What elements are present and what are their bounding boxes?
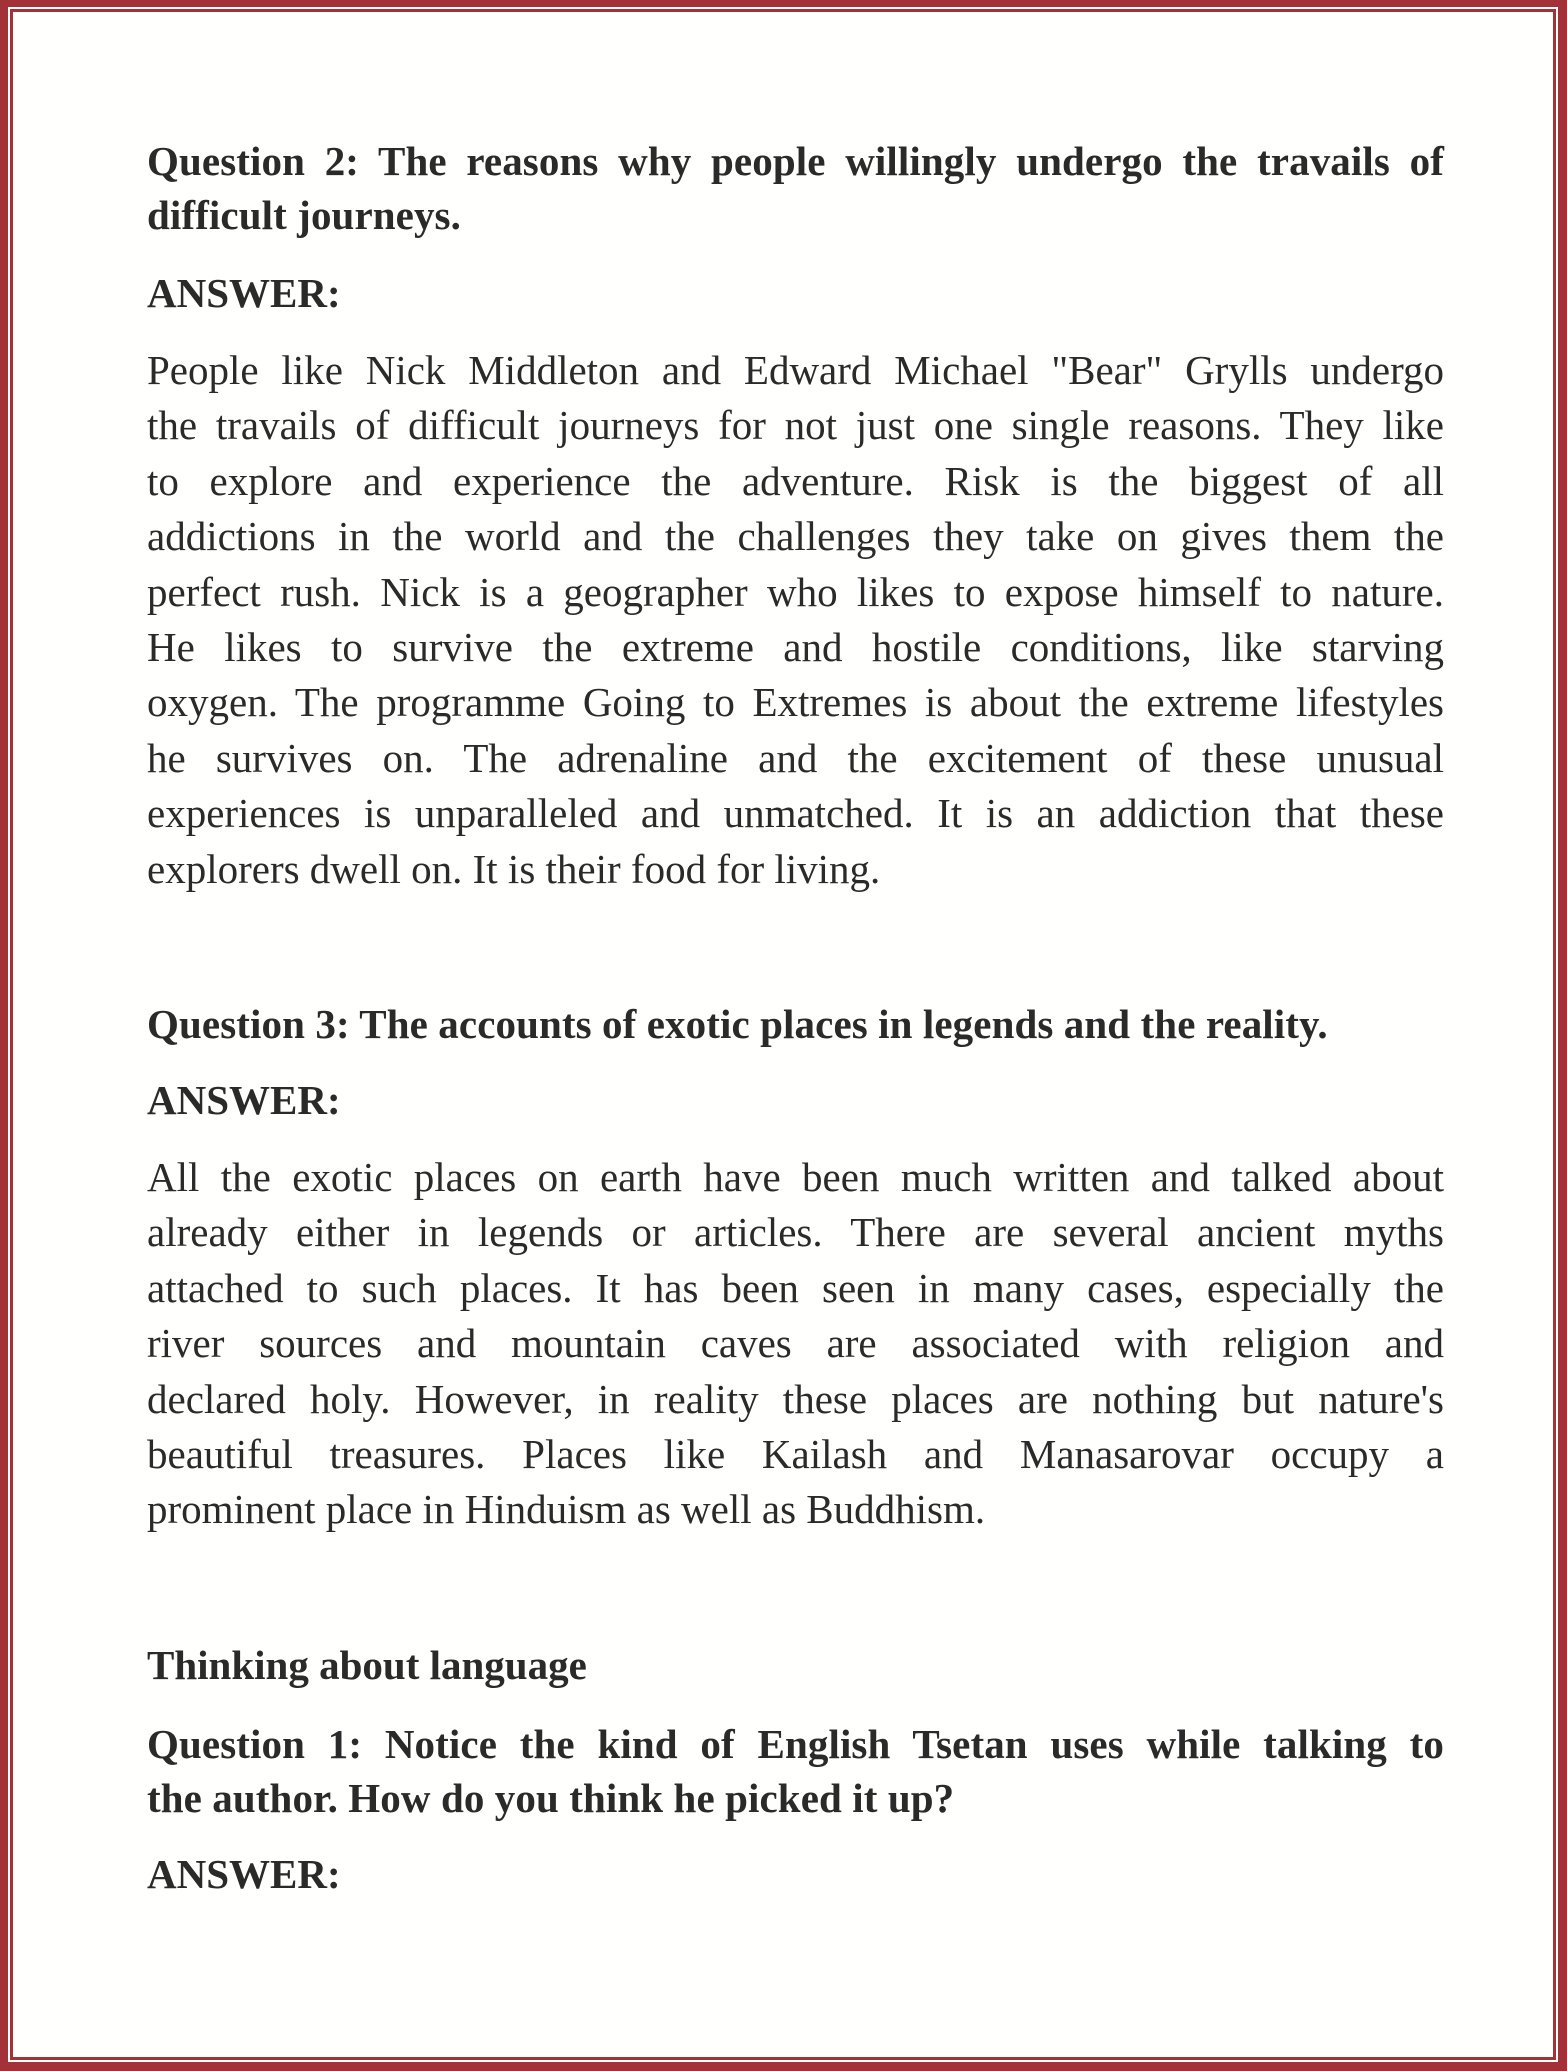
answer-2-line: experiences is unparalleled and unmatched. It is an addiction that these (147, 790, 1444, 837)
answer-2-line: perfect rush. Nick is a geographer who likes to expose himself to nature. (147, 568, 1444, 615)
answer-2-line: oxygen. The programme Going to Extremes is about the extreme lifestyles (147, 679, 1444, 726)
answer-2-line: he survives on. The adrenaline and the excitement of these unusual (147, 734, 1444, 781)
question-2-line-2: difficult journeys. (147, 192, 461, 238)
question-3-answer-text (147, 1150, 1444, 1538)
answer-2-line: People like Nick Middleton and Edward Michael "Bear" Grylls undergo (147, 347, 1444, 393)
question-3-line-1: Question 3: The accounts of exotic places in legends and the reality. (147, 1001, 1328, 1047)
language-question-1-answer-label: ANSWER: (147, 1851, 341, 1897)
answer-3-line: beautiful treasures. Places like Kailash and Manasarovar occupy a (147, 1431, 1444, 1478)
answer-2-line: the travails of difficult journeys for not just one single reasons. They like (147, 402, 1444, 449)
answer-2-line: to explore and experience the adventure. Risk is the biggest of all (147, 457, 1444, 504)
question-2-heading (147, 134, 1444, 242)
question-3-answer-label: ANSWER: (147, 1077, 341, 1123)
language-question-1-heading (147, 1717, 1444, 1825)
answer-2-line: He likes to survive the extreme and hostile conditions, like starving (147, 624, 1444, 671)
question-2-answer-text (147, 343, 1444, 897)
answer-3-line: river sources and mountain caves are associated with religion and (147, 1320, 1444, 1367)
language-question-1-line-2: the author. How do you think he picked it up? (147, 1775, 955, 1821)
question-2-answer-label: ANSWER: (147, 270, 341, 316)
page-border-outer (8, 7, 1558, 2062)
answer-3-line: declared holy. However, in reality these places are nothing but nature's (147, 1375, 1444, 1422)
language-question-1-line-1: Question 1: Notice the kind of English Tsetan uses while talking to (147, 1721, 1444, 1767)
page-border-inner (10, 9, 1556, 2060)
thinking-about-language-heading: Thinking about language (147, 1642, 587, 1688)
question-3-heading (147, 997, 1444, 1051)
answer-2-line: addictions in the world and the challenges they take on gives them the (147, 513, 1444, 560)
answer-3-line: All the exotic places on earth have been much written and talked about (147, 1154, 1444, 1200)
answer-2-line: explorers dwell on. It is their food for living. (147, 845, 881, 892)
answer-3-line: already either in legends or articles. There are several ancient myths (147, 1209, 1444, 1256)
answer-3-line: prominent place in Hinduism as well as Buddhism. (147, 1486, 986, 1533)
answer-3-line: attached to such places. It has been seen in many cases, especially the (147, 1264, 1444, 1311)
question-2-line-1: Question 2: The reasons why people willingly undergo the travails of (147, 138, 1444, 184)
